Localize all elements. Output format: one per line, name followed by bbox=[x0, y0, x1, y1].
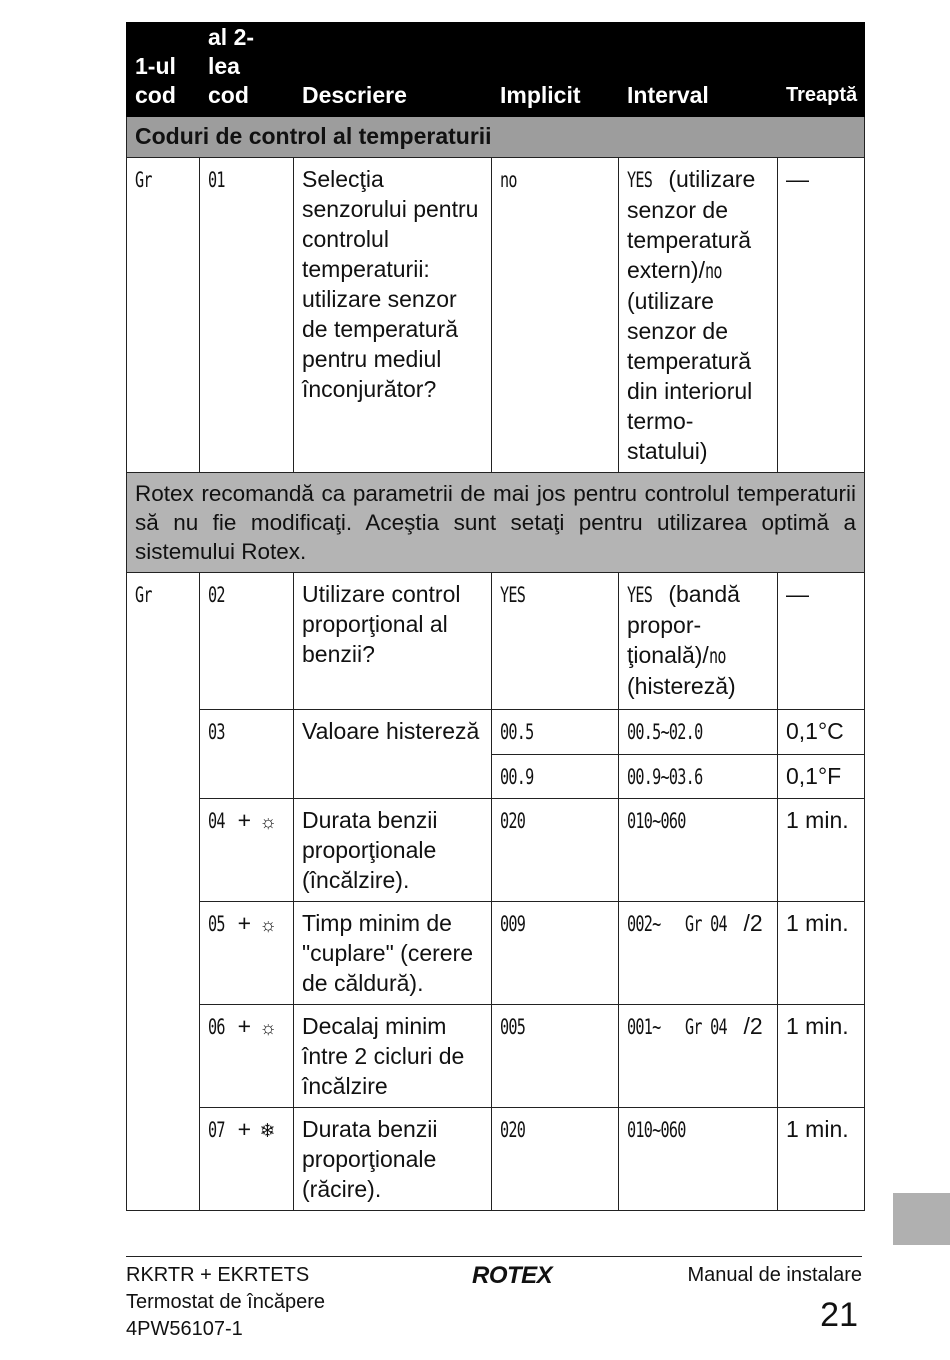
default-value: 020 bbox=[500, 809, 526, 833]
step: 1 min. bbox=[786, 1013, 849, 1039]
table-row: 04 + ☼ Durata benzii proporţionale (încălzire). 020 010~060 1 min. bbox=[127, 799, 865, 902]
second-code: 02 bbox=[208, 583, 225, 607]
table-row bbox=[127, 710, 865, 755]
description: Valoare histereză bbox=[302, 718, 480, 744]
description: Durata benzii proporţionale (încălzire). bbox=[302, 807, 438, 893]
header-default: Implicit bbox=[492, 23, 619, 117]
footer-manual-title: Manual de instalare bbox=[687, 1264, 862, 1286]
second-code: 06 bbox=[208, 1015, 225, 1039]
default-value: 005 bbox=[500, 1015, 526, 1039]
step: — bbox=[786, 166, 809, 192]
range-fahrenheit: 00.9~03.6 bbox=[627, 765, 703, 789]
second-code: 07 bbox=[208, 1118, 225, 1142]
description: Durata benzii proporţionale (răcire). bbox=[302, 1116, 438, 1202]
step-fahrenheit: 0,1°F bbox=[786, 763, 842, 789]
step: 1 min. bbox=[786, 910, 849, 936]
second-code: 03 bbox=[208, 720, 225, 744]
range: 001~ Gr 04 /2 bbox=[627, 1013, 763, 1039]
table-row bbox=[127, 158, 865, 473]
recommendation-note: Rotex recomandă ca parametrii de mai jos pentru controlul temperaturii să nu fie modificaţi. Aceştia sunt setaţi pentru utilizarea optimă a sistemului Rotex. bbox=[135, 481, 856, 564]
default-value: YES bbox=[500, 583, 526, 607]
range: 010~060 bbox=[627, 1118, 686, 1142]
table-row: 05 + ☼ Timp minim de "cuplare" (cerere de căldură). 009 002~ Gr 04 /2 1 min. bbox=[127, 902, 865, 1005]
default-value: 009 bbox=[500, 912, 526, 936]
header-first-code: 1-ul cod bbox=[127, 23, 200, 117]
section-title-row bbox=[127, 117, 865, 158]
description: Timp minim de "cuplare" (cerere de căldură). bbox=[302, 910, 474, 996]
table-row: 06 + ☼ Decalaj minim între 2 cicluri de încălzire 005 001~ Gr 04 /2 1 min. bbox=[127, 1005, 865, 1108]
header-description: Descriere bbox=[294, 23, 492, 117]
step: 1 min. bbox=[786, 1116, 849, 1142]
table-row bbox=[127, 573, 865, 710]
heat-sun-icon: ☼ bbox=[259, 812, 277, 833]
second-code: 04 bbox=[208, 809, 225, 833]
rotex-logo: ROTEX bbox=[472, 1262, 553, 1289]
page-number: 21 bbox=[820, 1296, 858, 1334]
heat-sun-icon: ☼ bbox=[259, 915, 277, 936]
default-value: no bbox=[500, 168, 517, 192]
note-row bbox=[127, 473, 865, 573]
description: Decalaj minim între 2 cicluri de încălzire bbox=[302, 1013, 465, 1099]
first-code: Gr bbox=[135, 168, 152, 192]
chapter-tab bbox=[893, 1193, 950, 1245]
footer-divider bbox=[126, 1256, 862, 1257]
header-second-code: al 2-lea cod bbox=[200, 23, 294, 117]
heat-sun-icon: ☼ bbox=[259, 1018, 277, 1039]
footer-product-info: RKRTR + EKRTETS Termostat de încăpere 4PW56107-1 bbox=[126, 1264, 325, 1340]
table-row: 07 + ❄ Durata benzii proporţionale (răcire). 020 010~060 1 min. bbox=[127, 1108, 865, 1211]
header-range: Interval bbox=[619, 23, 778, 117]
range-celsius: 00.5~02.0 bbox=[627, 720, 703, 744]
second-code: 01 bbox=[208, 168, 225, 192]
range: 002~ Gr 04 /2 bbox=[627, 910, 763, 936]
default-value: 020 bbox=[500, 1118, 526, 1142]
description: Utilizare control proporţional al benzii? bbox=[302, 581, 461, 667]
first-code: Gr bbox=[135, 583, 152, 607]
cool-snowflake-icon: ❄ bbox=[259, 1121, 276, 1142]
table-header bbox=[127, 23, 865, 117]
step: — bbox=[786, 581, 809, 607]
range: YES (bandă propor-ţională)/no (histereză) bbox=[627, 581, 740, 699]
description: Selecţia senzorului pentru controlul temperaturii: utilizare senzor de temperatură pentru mediul înconjurător? bbox=[302, 166, 479, 402]
header-step: Treaptă bbox=[778, 23, 865, 117]
step: 1 min. bbox=[786, 807, 849, 833]
default-value-fahrenheit: 00.9 bbox=[500, 765, 534, 789]
step-celsius: 0,1°C bbox=[786, 718, 844, 744]
range: 010~060 bbox=[627, 809, 686, 833]
range: YES (utilizare senzor de temperatură extern)/no (utilizare senzor de temperatură din interiorul termo-statului) bbox=[627, 166, 756, 464]
second-code: 05 bbox=[208, 912, 225, 936]
section-title: Coduri de control al temperaturii bbox=[127, 117, 865, 158]
default-value-celsius: 00.5 bbox=[500, 720, 534, 744]
parameter-table bbox=[126, 22, 865, 1211]
